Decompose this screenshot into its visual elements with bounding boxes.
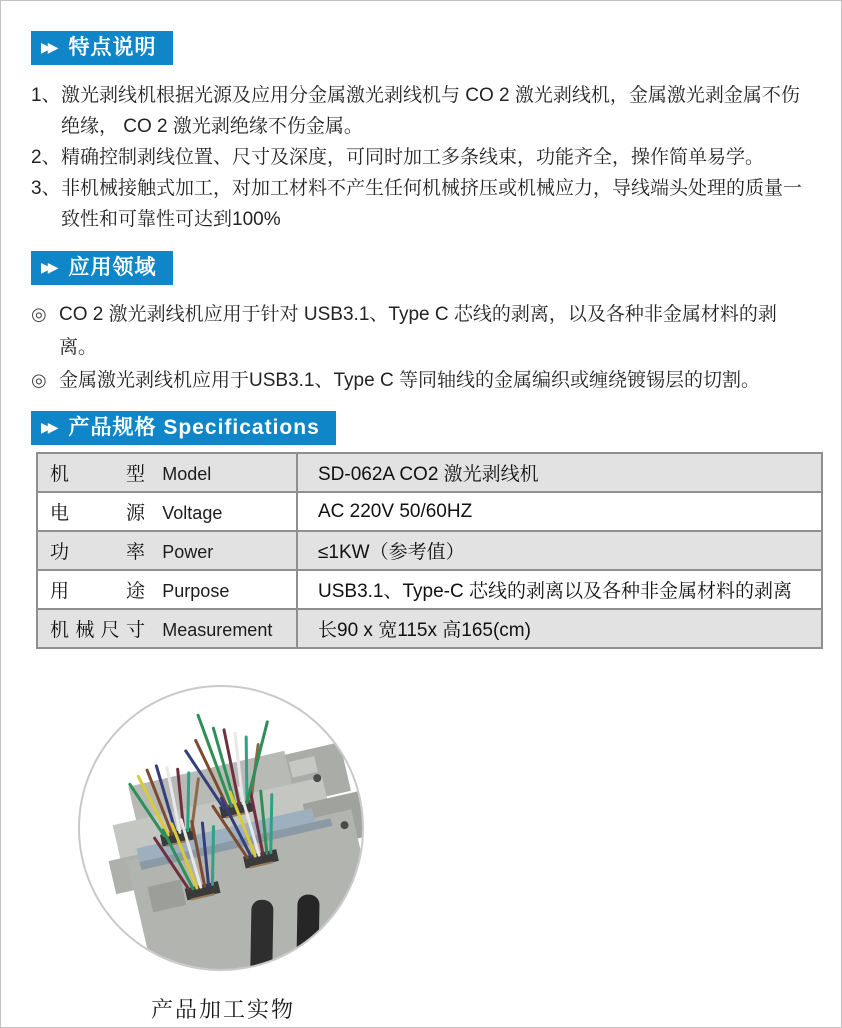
spec-label-cell — [37, 453, 297, 492]
feature-text: 精确控制剥线位置、尺寸及深度，可同时加工多条线束，功能齐全，操作简单易学。 — [61, 147, 765, 168]
spec-value-cell: AC 220V 50/60HZ — [297, 492, 822, 531]
section-header-specifications — [31, 411, 336, 445]
spec-label-zh: 机型 — [50, 464, 145, 485]
spec-label-en: Power — [162, 542, 214, 562]
section-header-features — [31, 31, 173, 65]
feature-number: 2、 — [31, 147, 61, 168]
spec-value-cell: ≤1KW（参考值） — [297, 531, 822, 570]
section-title: 应用领域 — [68, 256, 157, 279]
table-row — [37, 492, 822, 531]
specifications-table — [36, 452, 823, 649]
application-text: CO 2 激光剥线机应用于针对 USB3.1、Type C 芯线的剥离，以及各种非金属材料的剥离。 — [59, 304, 777, 358]
feature-number: 1、 — [31, 85, 61, 106]
product-photo-circle — [76, 683, 366, 973]
applications-list — [31, 298, 811, 397]
circled-ring-bullet-icon: ◎ — [31, 304, 47, 324]
table-row — [37, 531, 822, 570]
feature-text: 非机械接触式加工，对加工材料不产生任何机械挤压或机械应力，导线端头处理的质量一致性和可靠性可达到100% — [61, 178, 803, 230]
double-chevron-icon: ▶▶ — [41, 419, 55, 435]
spec-value-cell: SD-062A CO2 激光剥线机 — [297, 453, 822, 492]
spec-value-cell: USB3.1、Type-C 芯线的剥离以及各种非金属材料的剥离 — [297, 570, 822, 609]
spec-label-cell — [37, 570, 297, 609]
spec-label-en: Voltage — [162, 503, 223, 523]
double-chevron-icon: ▶▶ — [41, 259, 55, 275]
spec-label-en: Model — [162, 464, 212, 484]
features-list — [31, 80, 811, 235]
spec-value-cell: 长90 x 宽115x 高165(cm) — [297, 609, 822, 648]
table-row — [37, 609, 822, 648]
spec-label-zh: 功率 — [50, 542, 145, 563]
product-photo — [76, 683, 366, 973]
feature-item — [31, 142, 811, 173]
application-item — [31, 364, 811, 397]
spec-label-cell — [37, 531, 297, 570]
section-title: 特点说明 — [68, 36, 157, 59]
application-text: 金属激光剥线机应用于USB3.1、Type C 等同轴线的金属编织或缠绕镀锡层的切割。 — [59, 370, 760, 391]
feature-item — [31, 80, 811, 142]
spec-label-cell — [37, 492, 297, 531]
feature-text: 激光剥线机根据光源及应用分金属激光剥线机与 CO 2 激光剥线机，金属激光剥金属不伤绝缘， CO 2 激光剥绝缘不伤金属。 — [61, 85, 800, 137]
spec-label-cell — [37, 609, 297, 648]
feature-item — [31, 173, 811, 235]
feature-number: 3、 — [31, 178, 61, 199]
spec-label-en: Purpose — [162, 581, 230, 601]
spec-label-zh: 用途 — [50, 581, 145, 602]
application-item — [31, 298, 811, 364]
table-row — [37, 453, 822, 492]
double-chevron-icon: ▶▶ — [41, 39, 55, 55]
figure-caption: 产品加工实物 — [151, 997, 296, 1022]
table-row — [37, 570, 822, 609]
section-header-applications — [31, 251, 173, 285]
spec-label-zh: 机械尺寸 — [50, 620, 145, 641]
spec-label-en: Measurement — [162, 620, 273, 640]
circled-ring-bullet-icon: ◎ — [31, 370, 47, 390]
section-title: 产品规格 Specifications — [68, 416, 320, 439]
spec-label-zh: 电源 — [50, 503, 145, 524]
